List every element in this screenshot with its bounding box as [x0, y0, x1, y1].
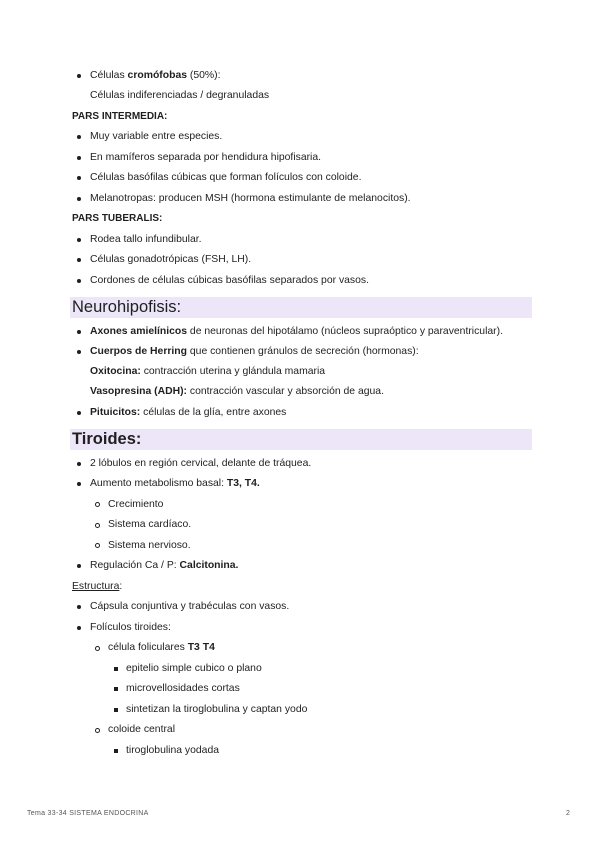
- list-item: Crecimiento: [90, 499, 532, 511]
- list-item: Aumento metabolismo basal: T3, T4. Crecimiento Sistema cardíaco. Sistema nervioso.: [72, 478, 532, 552]
- metabolismo-sublist: [90, 499, 532, 552]
- document-body: [72, 70, 532, 765]
- pars-intermedia-list: [72, 131, 532, 205]
- list-item: Cuerpos de Herring que contienen gránulos de secreción (hormonas): Oxitocina: contracción uterina y glándula mamaria Vasopresina (ADH): contracción vascular y absorción de agua.: [72, 346, 532, 398]
- foliculos-sublist: [90, 642, 532, 757]
- page-footer: Tema 33-34 SISTEMA ENDOCRINA: [27, 810, 149, 817]
- pars-tuberalis-list: [72, 234, 532, 287]
- cromofobas-sub: Células indiferenciadas / degranuladas: [90, 90, 270, 101]
- list-item: Axones amielínicos de neuronas del hipotálamo (núcleos supraóptico y paraventricular).: [72, 326, 532, 338]
- list-item: Muy variable entre especies.: [72, 131, 532, 143]
- list-item: 2 lóbulos en región cervical, delante de tráquea.: [72, 458, 532, 470]
- list-item: En mamíferos separada por hendidura hipofisaria.: [72, 152, 532, 164]
- list-item: Folículos tiroides: célula foliculares T3 T4 epitelio simple cubico o plano microvellosidades cortas sintetizan la tiroglobulina y captan yodo coloide central tiroglobulina yodada: [72, 622, 532, 757]
- oxitocina-line: Oxitocina: contracción uterina y glándula mamaria: [90, 366, 326, 377]
- list-item: Melanotropas: producen MSH (hormona estimulante de melanocitos).: [72, 193, 532, 205]
- list-item: epitelio simple cubico o plano: [108, 663, 532, 675]
- tiroides-heading: Tiroides:: [70, 429, 532, 450]
- foliculares-sublist: [108, 663, 532, 716]
- list-item: microvellosidades cortas: [108, 683, 532, 695]
- list-item: Pituicitos: células de la glía, entre axones: [72, 407, 532, 419]
- list-item: tiroglobulina yodada: [108, 745, 532, 757]
- list-item: Cápsula conjuntiva y trabéculas con vasos.: [72, 601, 532, 613]
- page-number: 2: [566, 810, 570, 817]
- cromofobas-list: [72, 70, 532, 102]
- coloide-sublist: [108, 745, 532, 757]
- list-item: Cordones de células cúbicas basófilas separados por vasos.: [72, 275, 532, 287]
- list-item: sintetizan la tiroglobulina y captan yodo: [108, 704, 532, 716]
- pars-tuberalis-label: PARS TUBERALIS:: [72, 213, 163, 224]
- list-item: Rodea tallo infundibular.: [72, 234, 532, 246]
- neurohipofisis-list: [72, 326, 532, 419]
- tiroides-list: [72, 458, 532, 573]
- neurohipofisis-heading: Neurohipofisis:: [70, 297, 532, 318]
- list-item: Sistema nervioso.: [90, 540, 532, 552]
- vasopresina-line: Vasopresina (ADH): contracción vascular y absorción de agua.: [90, 386, 384, 397]
- list-item: Células cromófobas (50%): Células indiferenciadas / degranuladas: [72, 70, 532, 102]
- list-item: Células basófilas cúbicas que forman folículos con coloide.: [72, 172, 532, 184]
- estructura-label: Estructura:: [72, 580, 123, 592]
- estructura-list: [72, 601, 532, 757]
- pars-intermedia-label: PARS INTERMEDIA:: [72, 110, 168, 122]
- list-item: célula foliculares T3 T4 epitelio simple cubico o plano microvellosidades cortas sintetizan la tiroglobulina y captan yodo: [90, 642, 532, 716]
- list-item: Células gonadotrópicas (FSH, LH).: [72, 254, 532, 266]
- list-item: coloide central tiroglobulina yodada: [90, 724, 532, 757]
- list-item: Sistema cardíaco.: [90, 519, 532, 531]
- list-item: Regulación Ca / P: Calcitonina.: [72, 560, 532, 572]
